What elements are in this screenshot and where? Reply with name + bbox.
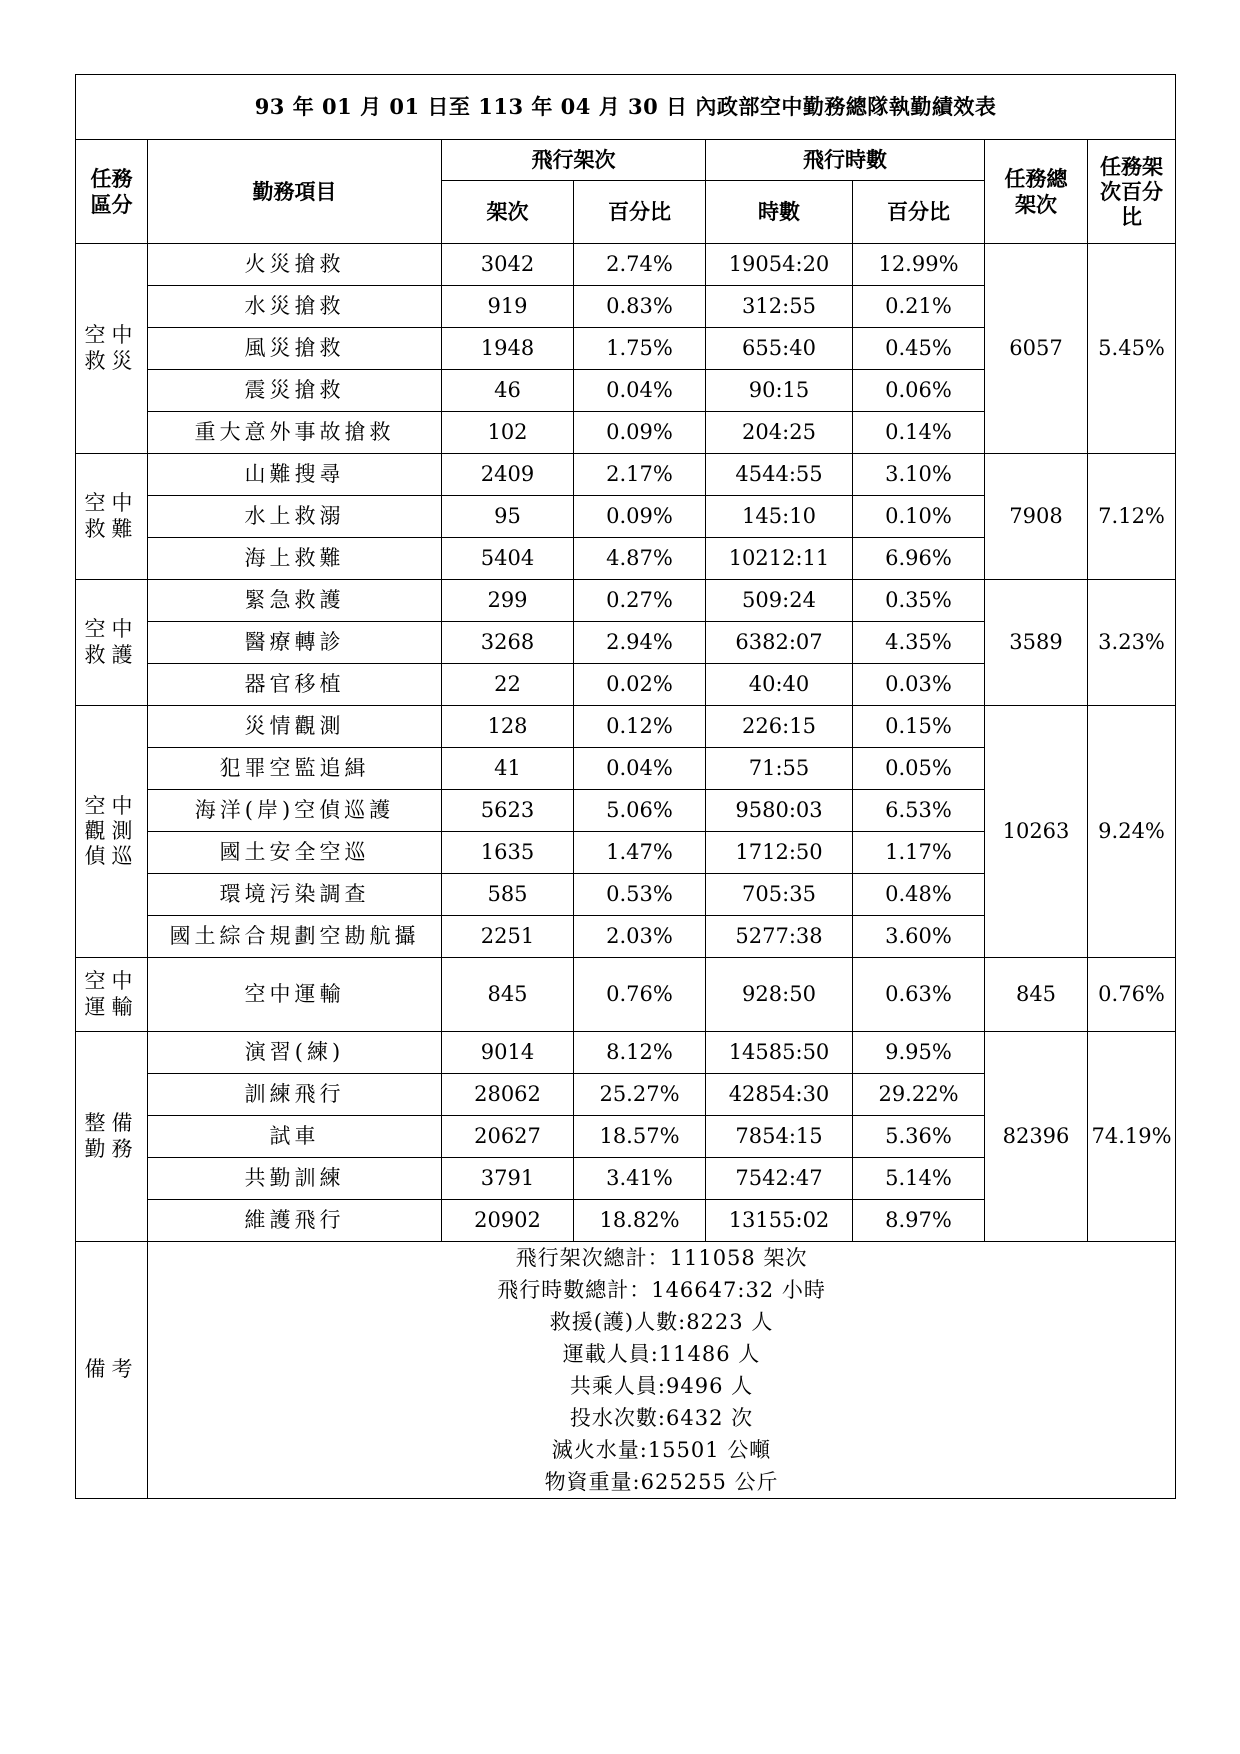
hours-pct-cell: 0.05% [853,748,985,790]
section-total-sorties: 3589 [985,580,1088,706]
remark-line: 滅火水量:15501 公噸 [551,1438,772,1462]
remark-line: 飛行架次總計：111058 架次 [515,1246,808,1270]
remark-line: 物資重量:625255 公斤 [544,1470,779,1494]
sorties-pct-cell: 1.75% [574,328,706,370]
hours-cell: 13155:02 [706,1200,853,1242]
item-cell: 醫療轉診 [148,622,442,664]
section-label: 空中 救護 [76,580,148,706]
table-row [76,958,1176,1032]
item-cell: 水上救溺 [148,496,442,538]
hours-cell: 226:15 [706,706,853,748]
sorties-pct-cell: 0.02% [574,664,706,706]
hours-cell: 204:25 [706,412,853,454]
section-total-pct: 3.23% [1088,580,1176,706]
sorties-pct-cell: 1.47% [574,832,706,874]
remarks-label: 備考 [76,1242,148,1499]
item-cell: 環境污染調查 [148,874,442,916]
header-total-sorties: 任務總 架次 [985,140,1088,244]
sorties-cell: 128 [442,706,574,748]
sorties-cell: 20902 [442,1200,574,1242]
hours-pct-cell: 12.99% [853,244,985,286]
section-label: 空中 觀測 偵巡 [76,706,148,958]
performance-table [75,74,1176,1499]
sorties-pct-cell: 2.17% [574,454,706,496]
item-cell: 海上救難 [148,538,442,580]
hours-pct-cell: 9.95% [853,1032,985,1074]
hours-pct-cell: 6.96% [853,538,985,580]
hours-pct-cell: 3.60% [853,916,985,958]
section-label: 空中 救難 [76,454,148,580]
sorties-cell: 845 [442,958,574,1032]
table-row [76,580,1176,622]
hours-cell: 14585:50 [706,1032,853,1074]
hours-cell: 71:55 [706,748,853,790]
section-total-sorties: 845 [985,958,1088,1032]
item-cell: 國土安全空巡 [148,832,442,874]
sorties-cell: 585 [442,874,574,916]
item-cell: 訓練飛行 [148,1074,442,1116]
hours-cell: 19054:20 [706,244,853,286]
hours-cell: 4544:55 [706,454,853,496]
header-sorties: 飛行架次 [442,140,706,181]
item-cell: 風災搶救 [148,328,442,370]
remark-line: 飛行時數總計：146647:32 小時 [497,1278,826,1302]
hours-pct-cell: 0.15% [853,706,985,748]
item-cell: 山難搜尋 [148,454,442,496]
hours-pct-cell: 0.35% [853,580,985,622]
section-total-pct: 0.76% [1088,958,1176,1032]
hours-pct-cell: 5.14% [853,1158,985,1200]
hours-cell: 655:40 [706,328,853,370]
item-cell: 火災搶救 [148,244,442,286]
sorties-pct-cell: 4.87% [574,538,706,580]
sorties-cell: 46 [442,370,574,412]
header-section: 任務 區分 [76,140,148,244]
hours-cell: 1712:50 [706,832,853,874]
sorties-cell: 3268 [442,622,574,664]
section-total-pct: 9.24% [1088,706,1176,958]
item-cell: 演習(練) [148,1032,442,1074]
hours-cell: 9580:03 [706,790,853,832]
remark-line: 投水次數:6432 次 [569,1406,754,1430]
item-cell: 共勤訓練 [148,1158,442,1200]
item-cell: 緊急救護 [148,580,442,622]
hours-cell: 5277:38 [706,916,853,958]
item-cell: 國土綜合規劃空勘航攝 [148,916,442,958]
sorties-pct-cell: 0.09% [574,412,706,454]
item-cell: 維護飛行 [148,1200,442,1242]
hours-pct-cell: 1.17% [853,832,985,874]
sorties-cell: 20627 [442,1116,574,1158]
sorties-cell: 102 [442,412,574,454]
hours-pct-cell: 0.48% [853,874,985,916]
header-total-pct: 任務架 次百分 比 [1088,140,1176,244]
sorties-pct-cell: 8.12% [574,1032,706,1074]
hours-cell: 312:55 [706,286,853,328]
sorties-cell: 3042 [442,244,574,286]
hours-cell: 7854:15 [706,1116,853,1158]
hours-cell: 705:35 [706,874,853,916]
sorties-pct-cell: 5.06% [574,790,706,832]
hours-pct-cell: 0.06% [853,370,985,412]
hours-pct-cell: 4.35% [853,622,985,664]
item-cell: 犯罪空監追緝 [148,748,442,790]
sorties-cell: 5404 [442,538,574,580]
sorties-pct-cell: 0.04% [574,748,706,790]
sorties-cell: 2251 [442,916,574,958]
table-row [76,1032,1176,1074]
item-cell: 災情觀測 [148,706,442,748]
hours-pct-cell: 0.10% [853,496,985,538]
section-total-sorties: 82396 [985,1032,1088,1242]
item-cell: 器官移植 [148,664,442,706]
hours-cell: 7542:47 [706,1158,853,1200]
sorties-cell: 28062 [442,1074,574,1116]
hours-cell: 509:24 [706,580,853,622]
header-hours-count: 時數 [706,181,853,244]
sorties-pct-cell: 0.04% [574,370,706,412]
sorties-pct-cell: 0.09% [574,496,706,538]
header-sorties-count: 架次 [442,181,574,244]
sorties-cell: 1948 [442,328,574,370]
sorties-cell: 1635 [442,832,574,874]
remarks-row [76,1242,1176,1499]
hours-pct-cell: 0.45% [853,328,985,370]
sorties-pct-cell: 0.12% [574,706,706,748]
table-row [76,706,1176,748]
hours-cell: 10212:11 [706,538,853,580]
sorties-cell: 5623 [442,790,574,832]
table-title: 93 年 01 月 01 日至 113 年 04 月 30 日 內政部空中勤務總隊執勤績效表 [76,75,1176,140]
hours-pct-cell: 0.03% [853,664,985,706]
sorties-cell: 3791 [442,1158,574,1200]
hours-cell: 145:10 [706,496,853,538]
section-total-sorties: 10263 [985,706,1088,958]
sorties-pct-cell: 2.74% [574,244,706,286]
item-cell: 水災搶救 [148,286,442,328]
hours-pct-cell: 3.10% [853,454,985,496]
sorties-pct-cell: 0.76% [574,958,706,1032]
sorties-cell: 22 [442,664,574,706]
sorties-pct-cell: 18.82% [574,1200,706,1242]
section-total-sorties: 6057 [985,244,1088,454]
section-label: 空中 運輸 [76,958,148,1032]
section-total-pct: 5.45% [1088,244,1176,454]
header-item: 勤務項目 [148,140,442,244]
sorties-cell: 299 [442,580,574,622]
sorties-pct-cell: 2.03% [574,916,706,958]
remark-line: 運載人員:11486 人 [562,1342,761,1366]
section-label: 整備 勤務 [76,1032,148,1242]
remark-line: 救援(護)人數:8223 人 [549,1310,774,1334]
table-row [76,244,1176,286]
hours-cell: 90:15 [706,370,853,412]
header-hours: 飛行時數 [706,140,985,181]
sorties-pct-cell: 0.27% [574,580,706,622]
hours-pct-cell: 8.97% [853,1200,985,1242]
sorties-pct-cell: 18.57% [574,1116,706,1158]
remark-line: 共乘人員:9496 人 [569,1374,754,1398]
sorties-cell: 919 [442,286,574,328]
item-cell: 海洋(岸)空偵巡護 [148,790,442,832]
sorties-pct-cell: 3.41% [574,1158,706,1200]
item-cell: 空中運輸 [148,958,442,1032]
sorties-cell: 9014 [442,1032,574,1074]
header-hours-pct: 百分比 [853,181,985,244]
section-label: 空中 救災 [76,244,148,454]
section-total-pct: 74.19% [1088,1032,1176,1242]
section-total-sorties: 7908 [985,454,1088,580]
sorties-pct-cell: 25.27% [574,1074,706,1116]
hours-pct-cell: 0.63% [853,958,985,1032]
remarks-content [148,1242,1176,1499]
section-total-pct: 7.12% [1088,454,1176,580]
header-sorties-pct: 百分比 [574,181,706,244]
hours-pct-cell: 6.53% [853,790,985,832]
sorties-cell: 2409 [442,454,574,496]
hours-pct-cell: 0.14% [853,412,985,454]
hours-cell: 42854:30 [706,1074,853,1116]
hours-cell: 928:50 [706,958,853,1032]
hours-pct-cell: 29.22% [853,1074,985,1116]
sorties-cell: 95 [442,496,574,538]
hours-pct-cell: 5.36% [853,1116,985,1158]
hours-pct-cell: 0.21% [853,286,985,328]
sorties-pct-cell: 2.94% [574,622,706,664]
table-row [76,454,1176,496]
item-cell: 震災搶救 [148,370,442,412]
item-cell: 重大意外事故搶救 [148,412,442,454]
sorties-pct-cell: 0.83% [574,286,706,328]
sorties-pct-cell: 0.53% [574,874,706,916]
sorties-cell: 41 [442,748,574,790]
item-cell: 試車 [148,1116,442,1158]
hours-cell: 40:40 [706,664,853,706]
hours-cell: 6382:07 [706,622,853,664]
